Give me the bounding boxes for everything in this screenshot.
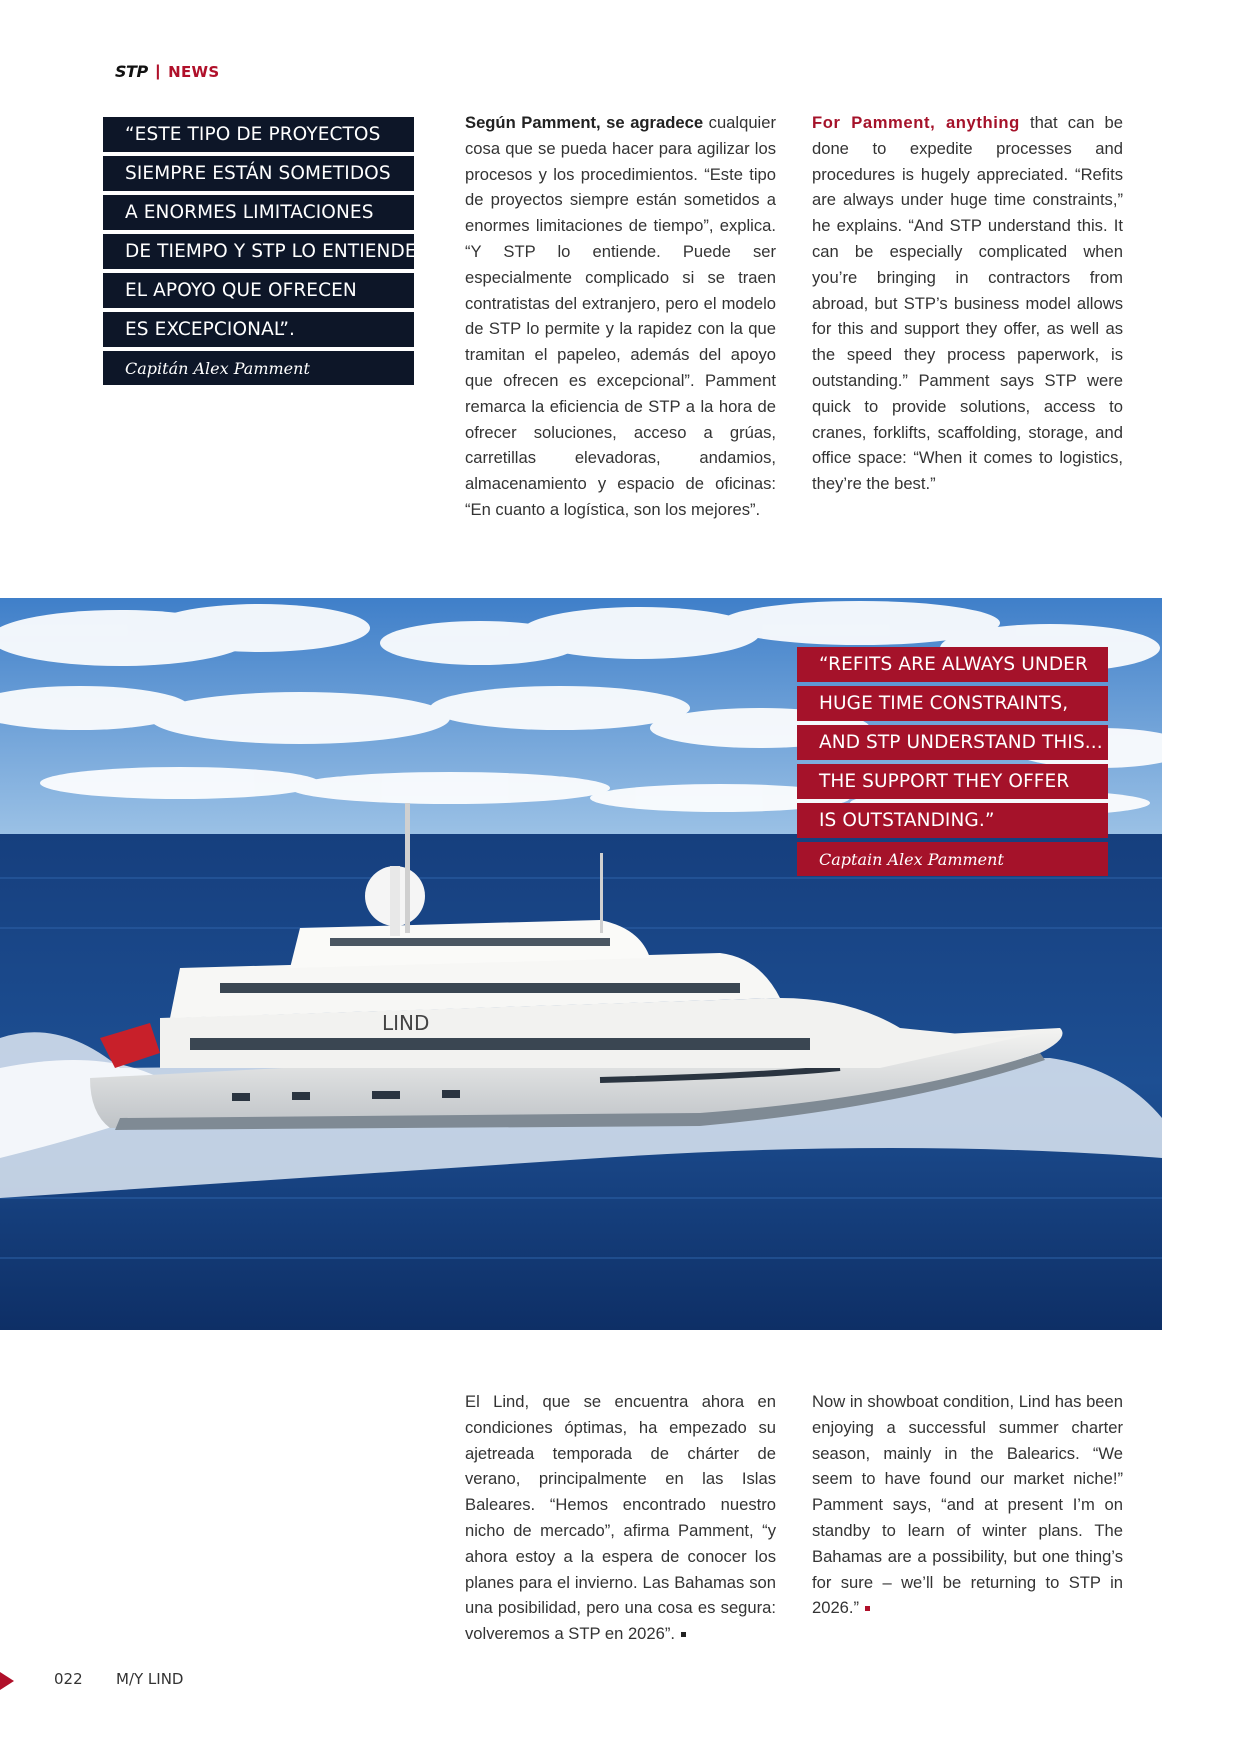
pull-quote-line: “REFITS ARE ALWAYS UNDER: [797, 647, 1108, 682]
pull-quote-attribution: Capitán Alex Pamment: [103, 351, 414, 385]
pull-quote-line: THE SUPPORT THEY OFFER: [797, 764, 1108, 799]
pull-quote-attribution: Captain Alex Pamment: [797, 842, 1108, 876]
pull-quote-line: AND STP UNDERSTAND THIS...: [797, 725, 1108, 760]
page-number: 022: [54, 1670, 83, 1688]
end-mark: [865, 1606, 870, 1611]
article-column-english-1: [812, 110, 1123, 497]
pull-quote-english: [797, 647, 1108, 876]
pull-quote-line: IS OUTSTANDING.”: [797, 803, 1108, 838]
pull-quote-line: EL APOYO QUE OFRECEN: [103, 273, 414, 308]
pull-quote-line: “ESTE TIPO DE PROYECTOS: [103, 117, 414, 152]
pull-quote-line: HUGE TIME CONSTRAINTS,: [797, 686, 1108, 721]
article-body: cualquier cosa que se pueda hacer para agilizar los procesos y los procedimientos. “Este tipo de proyectos siempre están sometidos a enormes limitaciones de tiempo”, explica. “Y STP lo entiende. Puede ser especialmente complicado si se traen contratistas del extranjero, pero el modelo de STP lo permite y la rapidez con la que tramitan el papeleo, además del apoyo que ofrecen es excepcional”. Pamment remarca la eficiencia de STP a la hora de ofrecer soluciones, acceso a grúas, carretillas elevadoras, andamios, almacenamiento y espacio de oficinas: “En cuanto a logística, son los mejores”.: [465, 113, 776, 519]
pull-quote-line: DE TIEMPO Y STP LO ENTIENDE.: [103, 234, 414, 269]
header-separator: |: [155, 62, 161, 80]
article-body: Now in showboat condition, Lind has been enjoying a successful summer charter season, mainly in the Balearics. “We seem to have found our market niche!” Pamment says, “and at present I’m on standby to learn of winter plans. The Bahamas are a possibility, but one thing’s for sure – we’ll be returning to STP in 2026.”: [812, 1392, 1123, 1618]
article-column-english-2: [812, 1389, 1123, 1621]
article-column-spanish-2: [465, 1389, 776, 1647]
publication-name: M/Y LIND: [116, 1670, 184, 1688]
article-body: that can be done to expedite processes and procedures is hugely appreciated. “Refits are always under huge time constraints,” he explains. “And STP understand this. It can be especially complicated when you’re bringing in contractors from abroad, but STP’s business model allows for this and support they offer, as well as the speed they process paperwork, is outstanding.” Pamment says STP were quick to provide solutions, access to cranes, forklifts, scaffolding, storage, and office space: “When it comes to logistics, they’re the best.”: [812, 113, 1123, 494]
pull-quote-line: SIEMPRE ESTÁN SOMETIDOS: [103, 156, 414, 191]
yacht-hull-name: LIND: [382, 1011, 430, 1035]
end-mark: [681, 1632, 686, 1637]
pull-quote-spanish: [103, 117, 423, 385]
section-label: NEWS: [168, 62, 220, 81]
article-lead-in: Según Pamment, se agradece: [465, 113, 704, 132]
pull-quote-line: A ENORMES LIMITACIONES: [103, 195, 414, 230]
article-lead-in: For Pamment, anything: [812, 113, 1020, 132]
page-header: [115, 62, 220, 81]
page-marker-icon: [0, 1672, 14, 1690]
stp-logo: STP: [115, 62, 148, 81]
pull-quote-line: ES EXCEPCIONAL”.: [103, 312, 414, 347]
article-body: El Lind, que se encuentra ahora en condiciones óptimas, ha empezado su ajetreada temporada de chárter de verano, principalmente en las Islas Baleares. “Hemos encontrado nuestro nicho de mercado”, afirma Pamment, “y ahora estoy a la espera de conocer los planes para el invierno. Las Bahamas son una posibilidad, pero una cosa es segura: volveremos a STP en 2026”.: [465, 1392, 776, 1644]
page-footer: [0, 1672, 400, 1700]
article-column-spanish-1: [465, 110, 776, 523]
